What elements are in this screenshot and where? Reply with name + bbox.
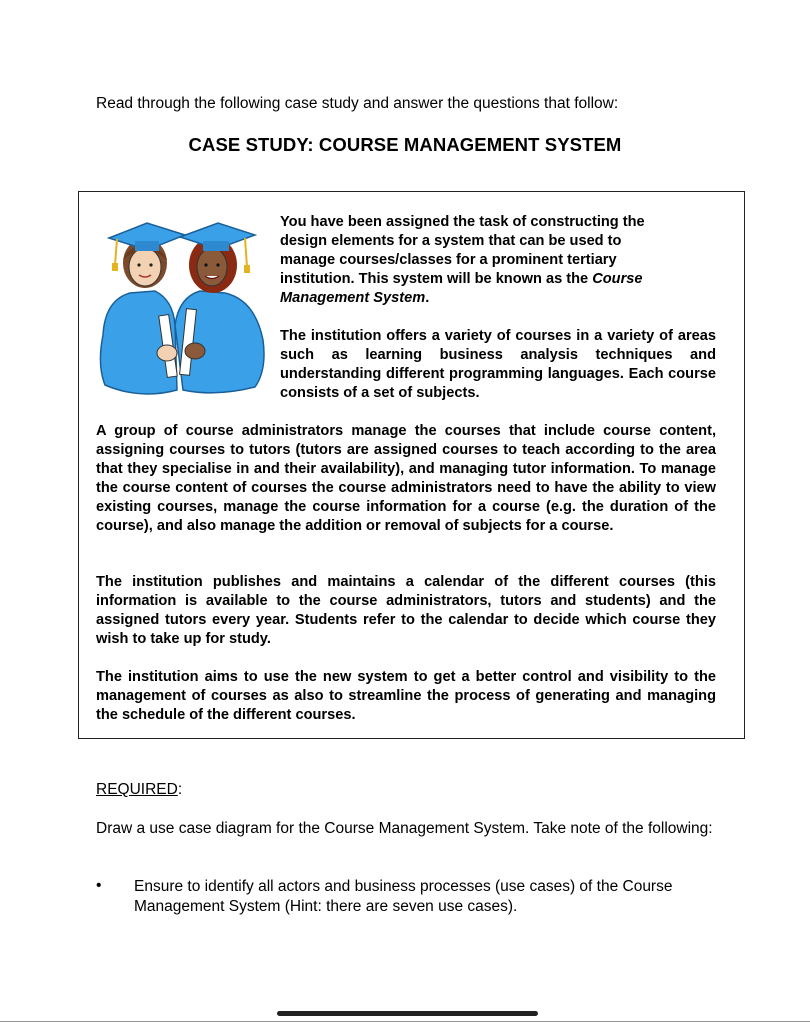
draw-instruction: Draw a use case diagram for the Course Management System. Take note of the following: xyxy=(96,820,713,837)
paragraph-courses: The institution offers a variety of courses in a variety of areas such as learning business analysis techniques and understanding different programming languages. Each course consists of a set of subjects. xyxy=(280,328,716,401)
bottom-divider xyxy=(0,1021,810,1022)
bullet-item-actors: Ensure to identify all actors and business processes (use cases) of the Course Management System (Hint: there are seven use cases). xyxy=(134,878,673,915)
paragraph-calendar: The institution publishes and maintains a calendar of the different courses (this information is available to the course administrators, tutors and students) and the assigned tutors every year. Students refer to the calendar to decide which course they wish to take up for study. xyxy=(96,574,716,647)
page-title: CASE STUDY: COURSE MANAGEMENT SYSTEM xyxy=(188,134,622,155)
required-heading: REQUIRED: xyxy=(96,781,183,798)
paragraph-assignment: You have been assigned the task of constructing the design elements for a system that can be used to manage courses/classes for a prominent tertiary institution. This system will be known as the Course Management System. xyxy=(280,214,645,306)
graduates-illustration xyxy=(95,205,270,400)
bullet-icon: • xyxy=(96,877,102,894)
home-indicator[interactable] xyxy=(277,1011,538,1016)
intro-text: Read through the following case study and answer the questions that follow: xyxy=(96,95,619,112)
paragraph-administrators: A group of course administrators manage the courses that include course content, assigning courses to tutors (tutors are assigned courses to teach according to the area that they specialise in and their availability), and managing tutor information. To manage the course content of courses the course administrators need to have the ability to view existing courses, manage the course information for a course (e.g. the duration of the course), and also manage the addition or removal of subjects for a course. xyxy=(96,423,716,534)
paragraph-aims: The institution aims to use the new system to get a better control and visibility to the management of courses as also to streamline the process of generating and managing the schedule of the different courses. xyxy=(96,669,716,723)
